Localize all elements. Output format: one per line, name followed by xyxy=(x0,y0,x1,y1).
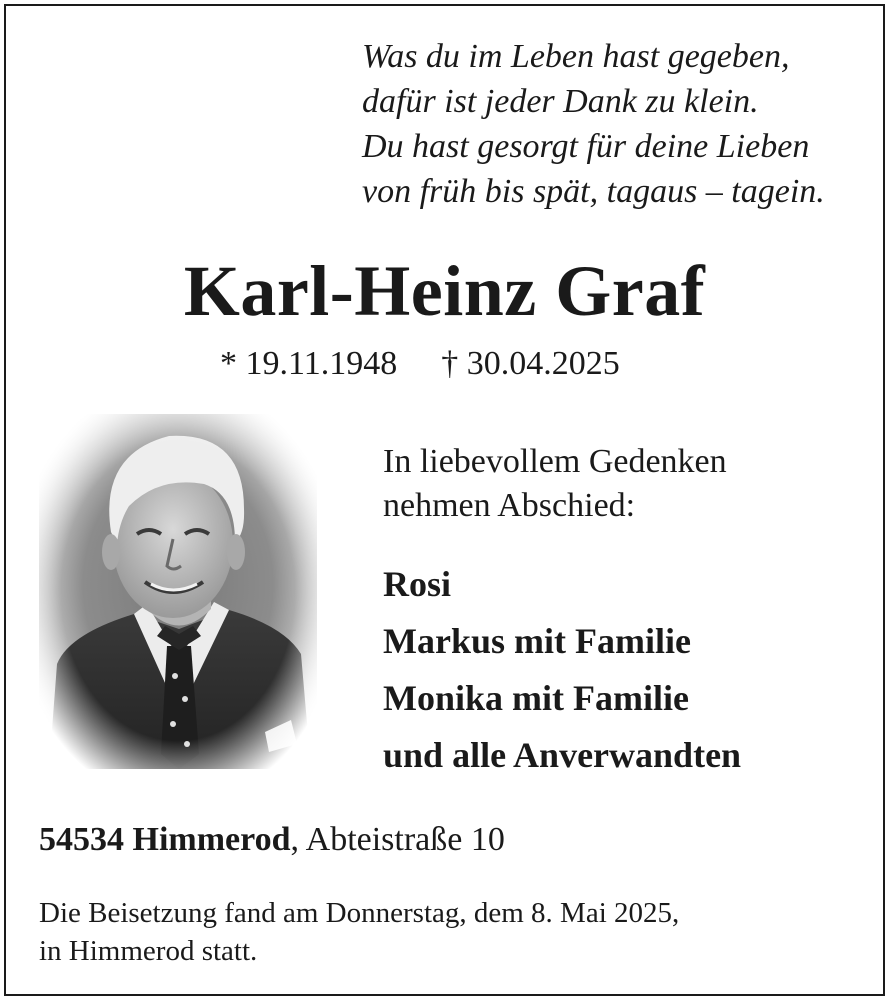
mourners-list xyxy=(383,556,741,784)
family-address xyxy=(39,818,505,862)
deceased-name: Karl-Heinz Graf xyxy=(183,251,706,331)
life-dates xyxy=(220,342,620,386)
burial-line: in Himmerod statt. xyxy=(39,935,258,967)
mourner-name: Markus mit Familie xyxy=(383,621,691,661)
poem-line: von früh bis spät, tagaus – tagein. xyxy=(362,173,825,210)
death-date: † 30.04.2025 xyxy=(441,345,620,382)
mourner-name: Monika mit Familie xyxy=(383,678,689,718)
intro-line: In liebevollem Gedenken xyxy=(383,443,727,480)
memorial-poem xyxy=(362,34,862,214)
address-separator: , xyxy=(290,821,306,858)
burial-notice xyxy=(39,894,679,970)
poem-line: Was du im Leben hast gegeben, xyxy=(362,38,790,75)
poem-line: Du hast gesorgt für deine Lieben xyxy=(362,128,810,165)
address-city: 54534 Himmerod xyxy=(39,821,291,858)
birth-date: * 19.11.1948 xyxy=(220,345,398,382)
poem-line: dafür ist jeder Dank zu klein. xyxy=(362,83,759,120)
mourner-name: Rosi xyxy=(383,564,452,604)
obituary-notice xyxy=(4,4,885,996)
portrait-photo xyxy=(39,414,317,769)
portrait-image xyxy=(39,414,317,769)
intro-line: nehmen Abschied: xyxy=(383,487,636,524)
address-street: Abteistraße 10 xyxy=(305,821,505,858)
farewell-intro xyxy=(383,440,727,528)
burial-line: Die Beisetzung fand am Donnerstag, dem 8. Mai 2025, xyxy=(39,897,680,929)
mourner-name: und alle Anverwandten xyxy=(383,735,742,775)
